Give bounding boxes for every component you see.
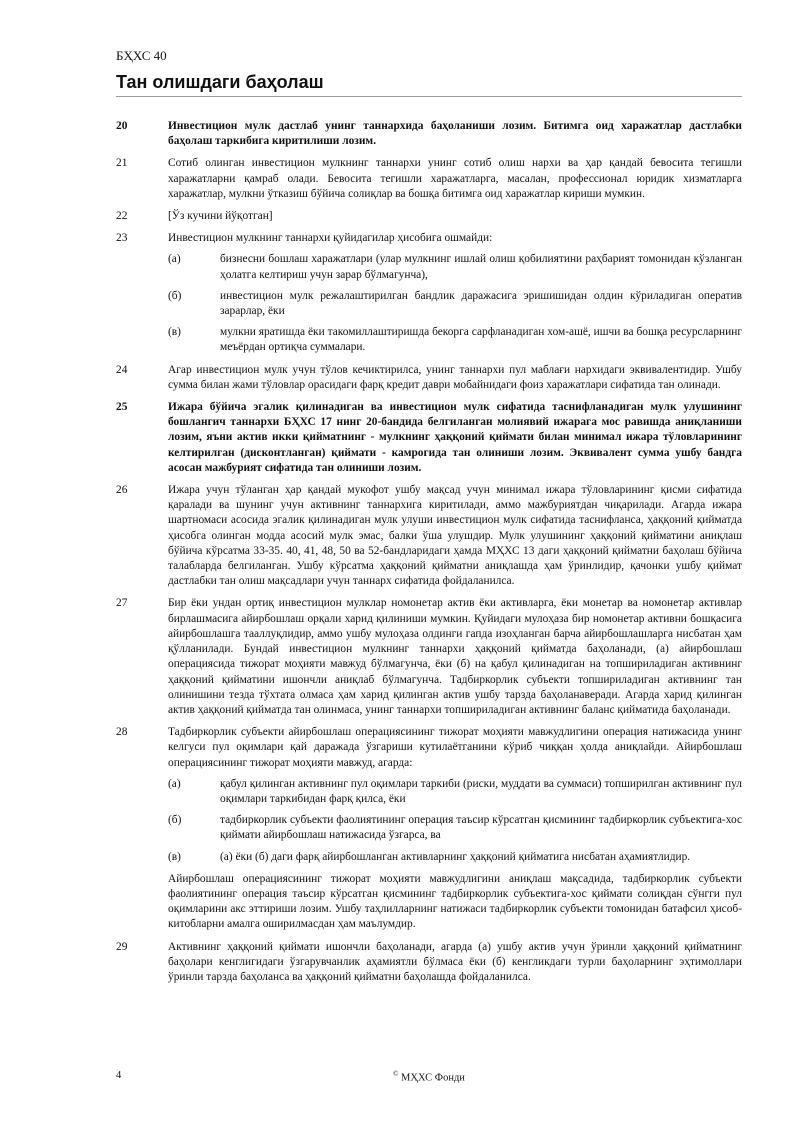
item-text: қабул қилинган активнинг пул оқимлари таркиби (риски, муддати ва суммаси) топширилган активнинг пул оқимлари таркибидан фарқ қилса, ёки [220, 777, 742, 805]
paragraph-text: Активнинг ҳаққоний қиймати ишончли баҳоланади, агарда (а) ушбу актив учун ўринли ҳаққоний қийматнинг баҳолари кенглигидаги ўзгарувчанлик аҳамиятли бўлмаса ёки (б) кенгликдаги турли баҳоларнинг эҳтимоллари ўринли тарзда баҳоланса ва ҳаққоний қийматни баҳолашда фойдаланилса. [168, 940, 742, 983]
paragraph-26 [116, 483, 742, 589]
subitem-list [168, 252, 742, 355]
paragraph-number: 20 [116, 120, 128, 132]
paragraph-text: Бир ёки ундан ортиқ инвестицион мулклар номонетар актив ёки активларга, ёки монетар ва номонетар активлар бирлашмасига айирбошлаш орқали харид қилиниши мумкин. Қуйидаги мулоҳаза бир номонетар активни бошқасига айирбошлашга тааллуқлидир, аммо ушбу мулоҳаза олдинги гапда изоҳланган барча айирбошлашларга нисбатан ҳам қўлланилади. Бундай инвестицион мулкнинг таннархи ҳаққоний қийматда баҳоланади, (а) айирбошлаш операциясида тижорат моҳияти мавжуд бўлмагунча, ёки (б) на қабул қилинадиган на топшириладиган активнинг ҳаққоний қийматини ишончли аниқлаб бўлмагунча. Тадбиркорлик субъекти топшириладиган активнинг тан олинишини тезда тўхтата олмаса ҳам харид қилинган актив ушбу тарзда баҳоланаверади. Агарда харид қилинган актив ҳаққоний қийматда тан олинмаса, унинг таннархи топшириладиган активнинг баланс қийматида баҳоланади. [168, 597, 742, 716]
paragraph-text: [Ўз кучини йўқотган] [168, 210, 273, 223]
list-item [168, 325, 742, 355]
item-letter: (а) [168, 777, 181, 790]
standard-code: БҲХС 40 [116, 48, 167, 63]
paragraph-number: 24 [116, 363, 128, 376]
paragraph-text: Сотиб олинган инвестицион мулкнинг таннархи унинг сотиб олиш нархи ва ҳар қандай бевосита тегишли харажатларни қамраб олади. Бевосита тегишли харажатларга, масалан, профессионал юридик хизматларга харажатлар, мулкни ўтказиш бўйича солиқлар ва бошқа битимга оид харажатлар кириши мумкин. [168, 157, 742, 200]
page-footer [116, 1070, 742, 1084]
copyright-line [116, 1070, 742, 1084]
paragraph-number: 23 [116, 232, 128, 245]
paragraph-24 [116, 363, 742, 393]
subitem-list [168, 777, 742, 865]
list-item [168, 850, 742, 865]
paragraph-text: Агар инвестицион мулк учун тўлов кечиктирилса, унинг таннархи пул маблағи нархидаги эквивалентидир. Ушбу сумма билан жами тўловлар орасидаги фарқ кредит даври мобайнидаги фоиз харажатлари сифатида тан олинади. [168, 363, 742, 391]
list-item [168, 813, 742, 843]
item-letter: (в) [168, 850, 181, 863]
paragraph-22 [116, 209, 742, 224]
paragraph-text: Инвестицион мулк дастлаб унинг таннархида баҳоланиши лозим. Битимга оид харажатлар дастлабки баҳолаш таркибига киритилиши лозим. [168, 120, 742, 148]
paragraph-29 [116, 940, 742, 986]
paragraph-text: Ижара бўйича эгалик қилинадиган ва инвестицион мулк сифатида таснифланадиган мулк улушининг бошлангич таннархи БҲХС 17 нинг 20-бандида белгиланган молиявий ижарага мос равишда аниқланиши лозим, яъни актив икки қийматнинг - мулкнинг ҳаққоний қиймати билан минимал ижара тўловларининг келтирилган (дисконтланган) қиймати - камрогида тан олиниши лозим. Эквивалент сумма ушбу бандга асосан мажбурият сифатида тан олиниши лозим. [168, 401, 742, 474]
paragraph-20 [116, 119, 742, 149]
paragraph-25 [116, 400, 742, 476]
paragraph-number: 21 [116, 157, 128, 170]
paragraph-number: 29 [116, 940, 128, 953]
paragraph-text: Тадбиркорлик субъекти айирбошлаш операциясининг тижорат моҳияти мавжудлигини операция натижасида унинг келгуси пул оқимлари қай даражада ўзгариши кутилаётганини кўриб чиққан ҳолда аниқлайди. Айирбошлаш операциясининг тижорат моҳияти мавжуд, агарда: [168, 726, 742, 769]
paragraph-28 [116, 725, 742, 932]
paragraph-continuation: Айирбошлаш операциясининг тижорат моҳияти мавжудлигини аниқлаш мақсадида, тадбиркорлик субъекти фаолиятининг операция таъсир кўрсатган қисмининг тадбиркорлик субъектига-хос қиймати солиқдан сўнгги пул оқимларини акс эттириши лозим. Ушбу таҳлилларнинг натижаси тадбиркорлик субъекти томонидан батафсил ҳисоб-китобларни амалга оширилмасдан ҳам маълумдир. [168, 872, 742, 931]
paragraph-text: Инвестицион мулкнинг таннархи қуйидагилар ҳисобига ошмайди: [168, 232, 493, 245]
paragraph-number: 22 [116, 210, 128, 223]
paragraph-23 [116, 231, 742, 355]
item-letter: (а) [168, 253, 181, 266]
item-text: тадбиркорлик субъекти фаолиятининг операция таъсир кўрсатган қисмининг тадбиркорлик субъектига-хос қиймати айирбошлаш натижасида ўзгарса, ва [220, 814, 742, 842]
paragraph-21 [116, 156, 742, 202]
list-item [168, 777, 742, 807]
paragraph-27 [116, 596, 742, 718]
item-text: мулкни яратишда ёки такомиллаштиришда бекорга сарфланадиган хом-ашё, ишчи ва бошқа ресурсларнинг меъёрдан ортиқча суммалари. [220, 326, 742, 354]
item-text: бизнесни бошлаш харажатлари (улар мулкнинг ишлай олиш қобилиятини раҳбарият томонидан кўзланган ҳолатга келтириш учун зарар бўлмагунча), [220, 253, 742, 281]
paragraph-number: 27 [116, 597, 128, 610]
item-letter: (б) [168, 289, 182, 302]
list-item [168, 289, 742, 319]
item-text: (а) ёки (б) даги фарқ айирбошланган активларнинг ҳаққоний қийматига нисбатан аҳамиятлидир. [220, 850, 691, 863]
copyright-text: МҲХС Фонди [401, 1072, 465, 1084]
list-item [168, 252, 742, 282]
page-number: 4 [116, 1070, 122, 1081]
section-title: Тан олишдаги баҳолаш [116, 72, 742, 97]
paragraph-text: Ижара учун тўланган ҳар қандай мукофот ушбу мақсад учун минимал ижара тўловларининг қисми сифатида қаралади ва шунинг учун активнинг таннархига киритилади, аммо мажбуриятдан чиқарилади. Агарда ижара шартномаси асосида эгалик қилинадиган мулк улуши инвестицион мулк сифатида таснифланса, ҳаққоний қийматда ҳисобга олинган модда асосий мулк эмас, балки ўша улушдир. Мулк улушининг ҳаққоний қийматини аниқлаш бўйича кўрсатма 33-35. 40, 41, 48, 50 ва 52-бандларидаги ҳамда МҲХС 13 даги ҳаққоний қийматни баҳолаш бўйича талабларда белгиланган. Ушбу кўрсатма ҳаққоний қийматни аниқлашда ҳам ўринлидир, қачонки ушбу қиймат дастлабки тан олиш мақсадлари учун таннарх сифатида фойдаланилса. [168, 484, 742, 588]
document-body [116, 119, 742, 992]
paragraph-number: 25 [116, 401, 128, 414]
copyright-symbol: © [393, 1070, 399, 1078]
paragraph-number: 26 [116, 484, 128, 497]
item-text: инвестицион мулк режалаштирилган бандлик даражасига эришишидан олдин кўриладиган оператив зарарлар, ёки [220, 289, 742, 318]
item-letter: (б) [168, 814, 182, 827]
item-letter: (в) [168, 326, 181, 339]
paragraph-number: 28 [116, 726, 128, 739]
